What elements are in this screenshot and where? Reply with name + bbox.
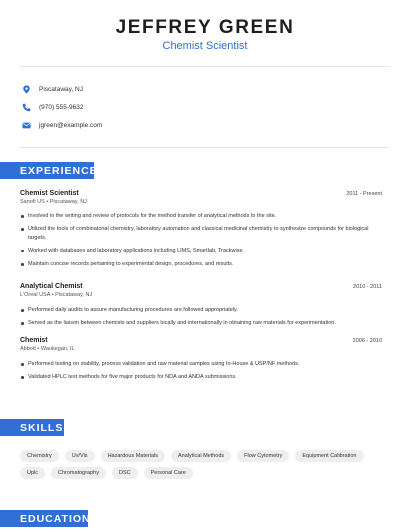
job-title: Chemist xyxy=(20,337,48,344)
contact-email[interactable] xyxy=(22,121,102,130)
skills-list xyxy=(20,450,390,484)
job-bullets xyxy=(20,360,375,382)
job-company: Sanofi US • Piscataway, NJ xyxy=(20,199,87,205)
candidate-name: JEFFREY GREEN xyxy=(115,17,295,38)
skill-chip: Chemistry xyxy=(20,450,59,462)
contact-email-text: jgreen@example.com xyxy=(39,122,103,129)
divider xyxy=(20,147,390,148)
skill-chip: DSC xyxy=(112,467,138,479)
bullet: Utilized the tools of combinatorial chemistry, laboratory automation and classical medicinal chemistry to synthesize compounds for biological targets. xyxy=(20,225,375,242)
job-dates: 2006 - 2010 xyxy=(352,338,382,344)
skill-chip: Chromatography xyxy=(51,467,106,479)
contact-location-text: Piscataway, NJ xyxy=(39,86,83,93)
job-entry xyxy=(20,337,382,352)
bullet: Performed testing on stability, process validation and raw material samples using In-House & USP/NF methods. xyxy=(20,360,375,368)
skill-chip: Uplc xyxy=(20,467,45,479)
bullet: Maintain concise records pertaining to experimental design, procedures, and results. xyxy=(20,260,375,268)
bullet: Performed daily audits to assure manufacturing procedures are followed appropriately. xyxy=(20,306,375,314)
job-bullets xyxy=(20,212,375,268)
bullet: Served as the liaison between chemists and suppliers locally and internationally in obtaining raw materials for experimentation. xyxy=(20,319,375,327)
bullet: Involved in the writing and review of protocols for the method transfer of analytical methods to the site. xyxy=(20,212,375,220)
skill-chip: Uv/Vis xyxy=(65,450,95,462)
job-company: L'Oreal USA • Piscataway, NJ xyxy=(20,292,93,298)
skill-chip: Flow Cytometry xyxy=(237,450,289,462)
divider xyxy=(20,66,390,67)
job-dates: 2011 - Present xyxy=(346,191,382,197)
section-skills: SKILLS xyxy=(0,419,64,436)
bullet: Validated HPLC test methods for five major products for NDA and ANDA submissions. xyxy=(20,373,375,381)
contact-location xyxy=(22,85,83,94)
job-bullets xyxy=(20,306,375,328)
job-title: Chemist Scientist xyxy=(20,190,79,197)
skill-chip: Analytical Methods xyxy=(171,450,231,462)
section-education: EDUCATION xyxy=(0,510,88,527)
bullet: Worked with databases and laboratory applications including LIMS, Smartlab, Trackwise. xyxy=(20,247,375,255)
job-title: Analytical Chemist xyxy=(20,283,83,290)
contact-phone-text: (970) 555-9632 xyxy=(39,104,84,111)
job-entry xyxy=(20,190,382,205)
contact-phone[interactable] xyxy=(22,103,83,112)
job-entry xyxy=(20,283,382,298)
section-experience: EXPERIENCE xyxy=(0,162,94,179)
job-dates: 2010 - 2011 xyxy=(353,284,382,290)
skill-chip: Personal Care xyxy=(144,467,193,479)
job-role: Chemist Scientist xyxy=(162,40,248,52)
skill-chip: Hazardous Materials xyxy=(101,450,165,462)
location-icon xyxy=(22,85,31,94)
skill-chip: Equipment Calibration xyxy=(295,450,363,462)
phone-icon xyxy=(22,103,31,112)
email-icon xyxy=(22,121,31,130)
job-company: Abbott • Waukegan, IL xyxy=(20,346,75,352)
